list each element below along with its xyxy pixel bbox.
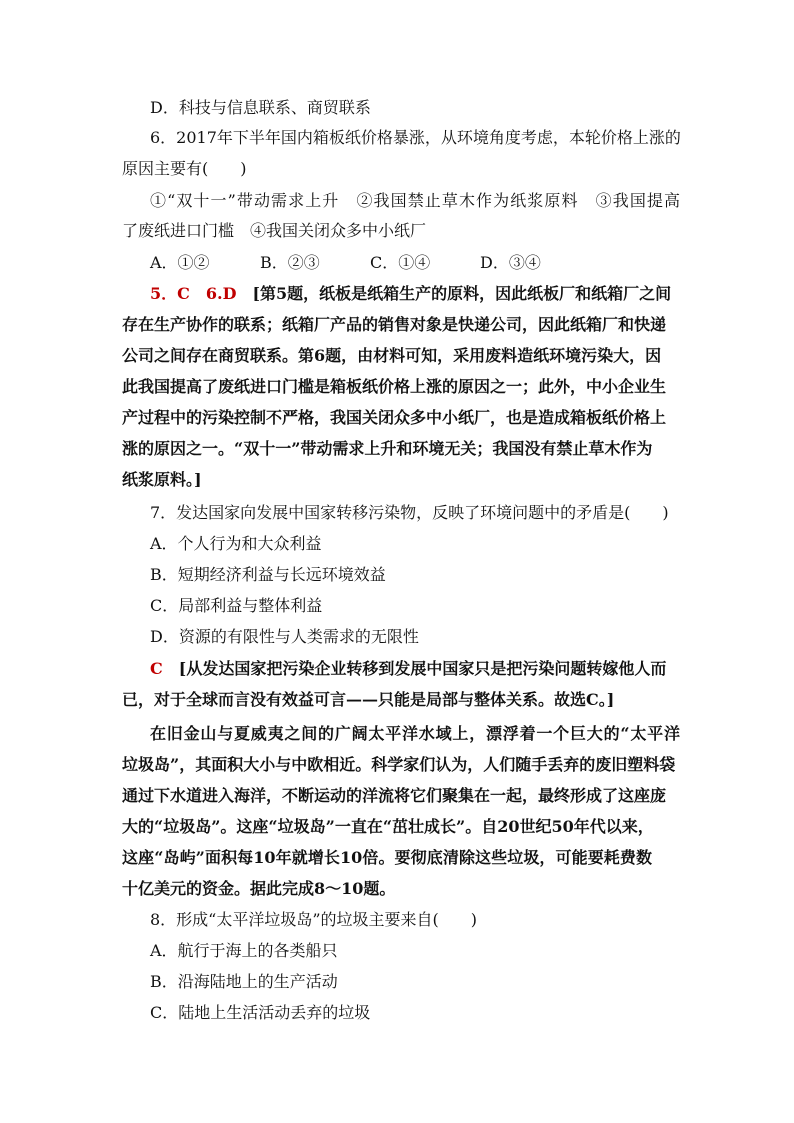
passage-line-5: 这座“岛屿”面积每10年就增长10倍。要彻底清除这些垃圾，可能要耗费数 [122, 848, 652, 867]
q6-stem-line-2: 原因主要有( ) [122, 159, 247, 178]
q6-option-a: A．①② [150, 253, 210, 272]
answer-7-key: C [150, 659, 163, 678]
q6-items-line-1: ①“双十一”带动需求上升 ②我国禁止草木作为纸浆原料 ③我国提高 [150, 191, 680, 210]
answer-5-6-line-2: 存在生产协作的联系；纸箱厂产品的销售对象是快递公司，因此纸箱厂和快递 [122, 315, 667, 334]
answer-7-line-1 [150, 657, 680, 681]
q8-option-b: B．沿海陆地上的生产活动 [150, 972, 338, 991]
q6-option-c: C．①④ [370, 253, 431, 272]
answer-5-6-text-1: [第5题，纸板是纸箱生产的原料，因此纸板厂和纸箱厂之间 [252, 284, 672, 303]
q7-option-a: A．个人行为和大众利益 [150, 534, 322, 553]
answer-5-6-line-5: 产过程中的污染控制不严格，我国关闭众多中小纸厂，也是造成箱板纸价格上 [122, 408, 667, 427]
passage-line-4: 大的“垃圾岛”。这座“垃圾岛”一直在“茁壮成长”。自20世纪50年代以来， [122, 817, 654, 836]
passage-line-6: 十亿美元的资金。据此完成8～10题。 [122, 879, 396, 898]
q6-option-b: B．②③ [260, 253, 320, 272]
answer-5-6-line-3: 公司之间存在商贸联系。第6题，由材料可知，采用废料造纸环境污染大，因 [122, 346, 662, 365]
q6-stem-line-1: 6．2017年下半年国内箱板纸价格暴涨，从环境角度考虑，本轮价格上涨的 [150, 128, 681, 147]
q5-option-d: D．科技与信息联系、商贸联系 [150, 98, 371, 117]
answer-7-text-1: [从发达国家把污染企业转移到发展中国家只是把污染问题转嫁他人而 [178, 659, 667, 678]
q8-stem: 8．形成“太平洋垃圾岛”的垃圾主要来自( ) [150, 910, 478, 929]
q7-option-b: B．短期经济利益与长远环境效益 [150, 565, 386, 584]
q7-option-c: C．局部利益与整体利益 [150, 596, 323, 615]
answer-5-6-line-7: 纸浆原料。] [122, 470, 202, 489]
q6-items-line-2: 了废纸进口门槛 ④我国关闭众多中小纸厂 [122, 221, 427, 240]
answer-5-6-line-1 [150, 282, 680, 306]
q6-options [150, 251, 680, 275]
q7-option-d: D．资源的有限性与人类需求的无限性 [150, 627, 419, 646]
answer-5-6-key: 5．C 6.D [150, 284, 237, 303]
passage-line-1: 在旧金山与夏威夷之间的广阔太平洋水域上，漂浮着一个巨大的“太平洋 [150, 724, 680, 743]
answer-5-6-line-4: 此我国提高了废纸进口门槛是箱板纸价格上涨的原因之一；此外，中小企业生 [122, 377, 667, 396]
answer-7-line-2: 已，对于全球而言没有效益可言——只能是局部与整体关系。故选C。] [122, 690, 615, 709]
q7-stem: 7．发达国家向发展中国家转移污染物，反映了环境问题中的矛盾是( ) [150, 503, 669, 522]
q8-option-c: C．陆地上生活活动丢弃的垃圾 [150, 1003, 371, 1022]
q6-option-d: D．③④ [480, 253, 541, 272]
q8-option-a: A．航行于海上的各类船只 [150, 941, 338, 960]
passage-line-3: 通过下水道进入海洋，不断运动的洋流将它们聚集在一起，最终形成了这座庞 [122, 786, 667, 805]
passage-line-2: 垃圾岛”，其面积大小与中欧相近。科学家们认为，人们随手丢弃的废旧塑料袋 [122, 755, 676, 774]
answer-5-6-line-6: 涨的原因之一。“双十一”带动需求上升和环境无关；我国没有禁止草木作为 [122, 439, 653, 458]
